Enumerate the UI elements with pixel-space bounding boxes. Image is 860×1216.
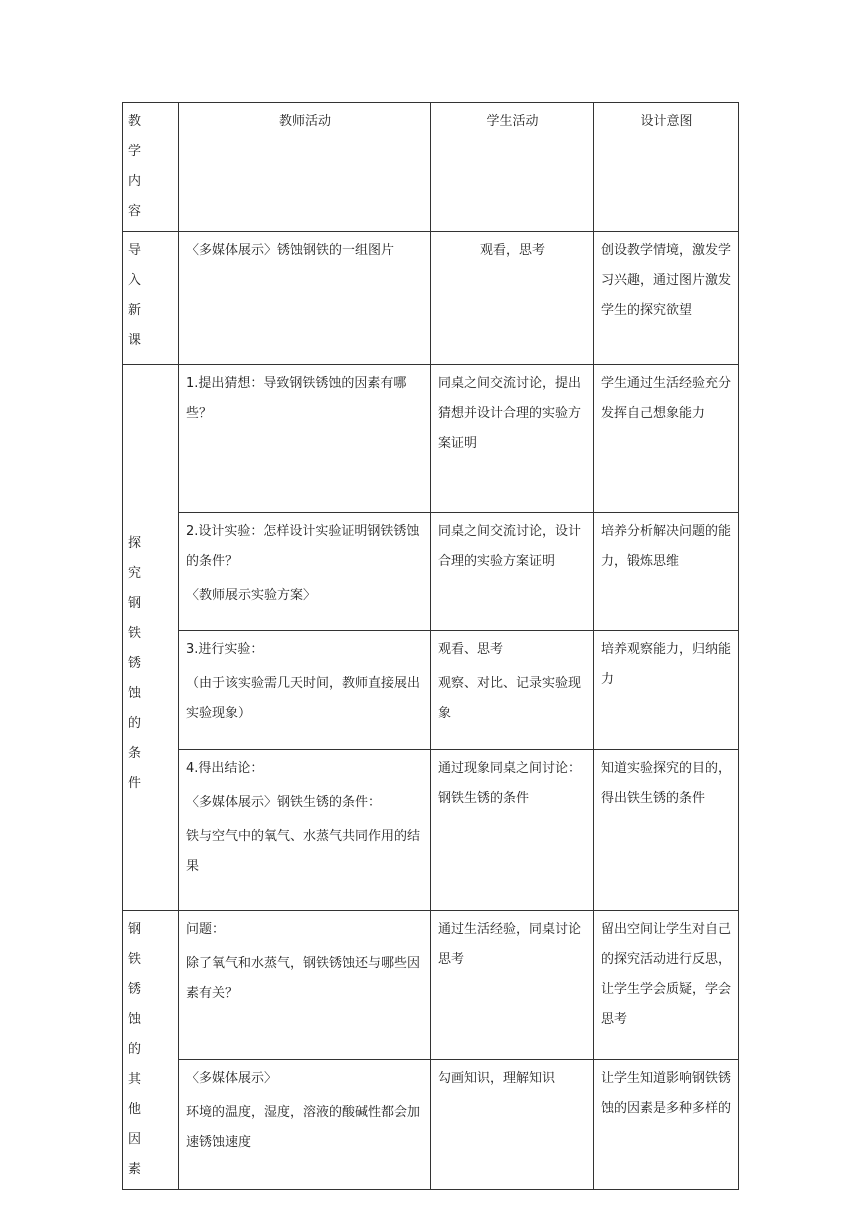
- text-line: 铁与空气中的氧气、水蒸气共同作用的结果: [186, 829, 421, 874]
- teacher-activity-cell: 〈多媒体展示〉锈蚀钢铁的一组图片: [179, 232, 431, 365]
- teacher-activity-cell: [179, 911, 431, 1060]
- teacher-activity-cell: [179, 513, 431, 631]
- header-teaching-content: 教学内容: [123, 103, 179, 232]
- student-activity-cell: [431, 1059, 594, 1189]
- text-line: 3.进行实验：: [186, 642, 264, 657]
- text-line: 通过现象同桌之间讨论：钢铁生锈的条件: [438, 761, 582, 806]
- text-line: 〈教师展示实验方案〉: [186, 588, 317, 603]
- text-line: 〈多媒体展示〉钢铁生锈的条件：: [186, 795, 382, 810]
- text-line: 通过生活经验，同桌讨论思考: [438, 922, 582, 967]
- teacher-activity-cell: [179, 1059, 431, 1189]
- lesson-plan-table: [122, 102, 739, 1190]
- student-activity-cell: [431, 911, 594, 1060]
- table-row: [123, 911, 739, 1060]
- header-student-activity: 学生活动: [431, 103, 594, 232]
- text-line: 〈多媒体展示〉: [186, 1070, 278, 1086]
- table-row: [123, 750, 739, 911]
- teacher-activity-cell: [179, 750, 431, 911]
- text-line: 勾画知识，理解知识: [438, 1070, 556, 1086]
- student-activity-cell: [431, 365, 594, 513]
- design-intent-cell: 留出空间让学生对自己的探究活动进行反思，让学生学会质疑，学会思考: [594, 911, 739, 1060]
- header-design-intent: 设计意图: [594, 103, 739, 232]
- text-line: 观看、思考: [438, 642, 504, 657]
- text-line: （由于该实验需几天时间，教师直接展出实验现象）: [186, 676, 421, 721]
- student-activity-cell: [431, 750, 594, 911]
- header-teacher-activity: 教师活动: [179, 103, 431, 232]
- text-line: 4.得出结论：: [186, 761, 264, 776]
- table-row: [123, 513, 739, 631]
- text-line: 观察、对比、记录实验现象: [438, 676, 582, 721]
- student-activity-cell: [431, 513, 594, 631]
- teacher-activity-cell: [179, 631, 431, 750]
- student-activity-cell: [431, 631, 594, 750]
- table-row: [123, 365, 739, 513]
- design-intent-cell: 让学生知道影响钢铁锈蚀的因素是多种多样的: [594, 1059, 739, 1189]
- student-activity-cell: 观看，思考: [431, 232, 594, 365]
- text-line: 环境的温度，湿度，溶液的酸碱性都会加速锈蚀速度: [186, 1104, 421, 1150]
- text-line: 除了氧气和水蒸气，钢铁锈蚀还与哪些因素有关？: [186, 956, 421, 1001]
- design-intent-cell: 学生通过生活经验充分发挥自己想象能力: [594, 365, 739, 513]
- header-row: [123, 103, 739, 232]
- topic-text: 探究钢铁锈蚀的条件: [128, 536, 156, 791]
- text-line: 2.设计实验：怎样设计实验证明钢铁锈蚀的条件？: [186, 524, 420, 569]
- text-line: 问题：: [186, 922, 226, 937]
- table-row: [123, 232, 739, 365]
- table-row: [123, 631, 739, 750]
- design-intent-cell: 培养观察能力，归纳能力: [594, 631, 739, 750]
- text-line: 同桌之间交流讨论，提出猜想并设计合理的实验方案证明: [438, 376, 582, 451]
- table-row: [123, 1059, 739, 1189]
- text-line: 同桌之间交流讨论，设计合理的实验方案证明: [438, 524, 582, 569]
- design-intent-cell: 创设教学情境，激发学习兴趣，通过图片激发学生的探究欲望: [594, 232, 739, 365]
- design-intent-cell: 培养分析解决问题的能力，锻炼思维: [594, 513, 739, 631]
- topic-cell: 导入新课: [123, 232, 179, 365]
- topic-cell: [123, 365, 179, 911]
- topic-cell: 钢铁锈蚀的其他因素: [123, 911, 179, 1190]
- design-intent-cell: 知道实验探究的目的，得出铁生锈的条件: [594, 750, 739, 911]
- text-line: 1.提出猜想：导致钢铁锈蚀的因素有哪些？: [186, 376, 407, 421]
- teacher-activity-cell: [179, 365, 431, 513]
